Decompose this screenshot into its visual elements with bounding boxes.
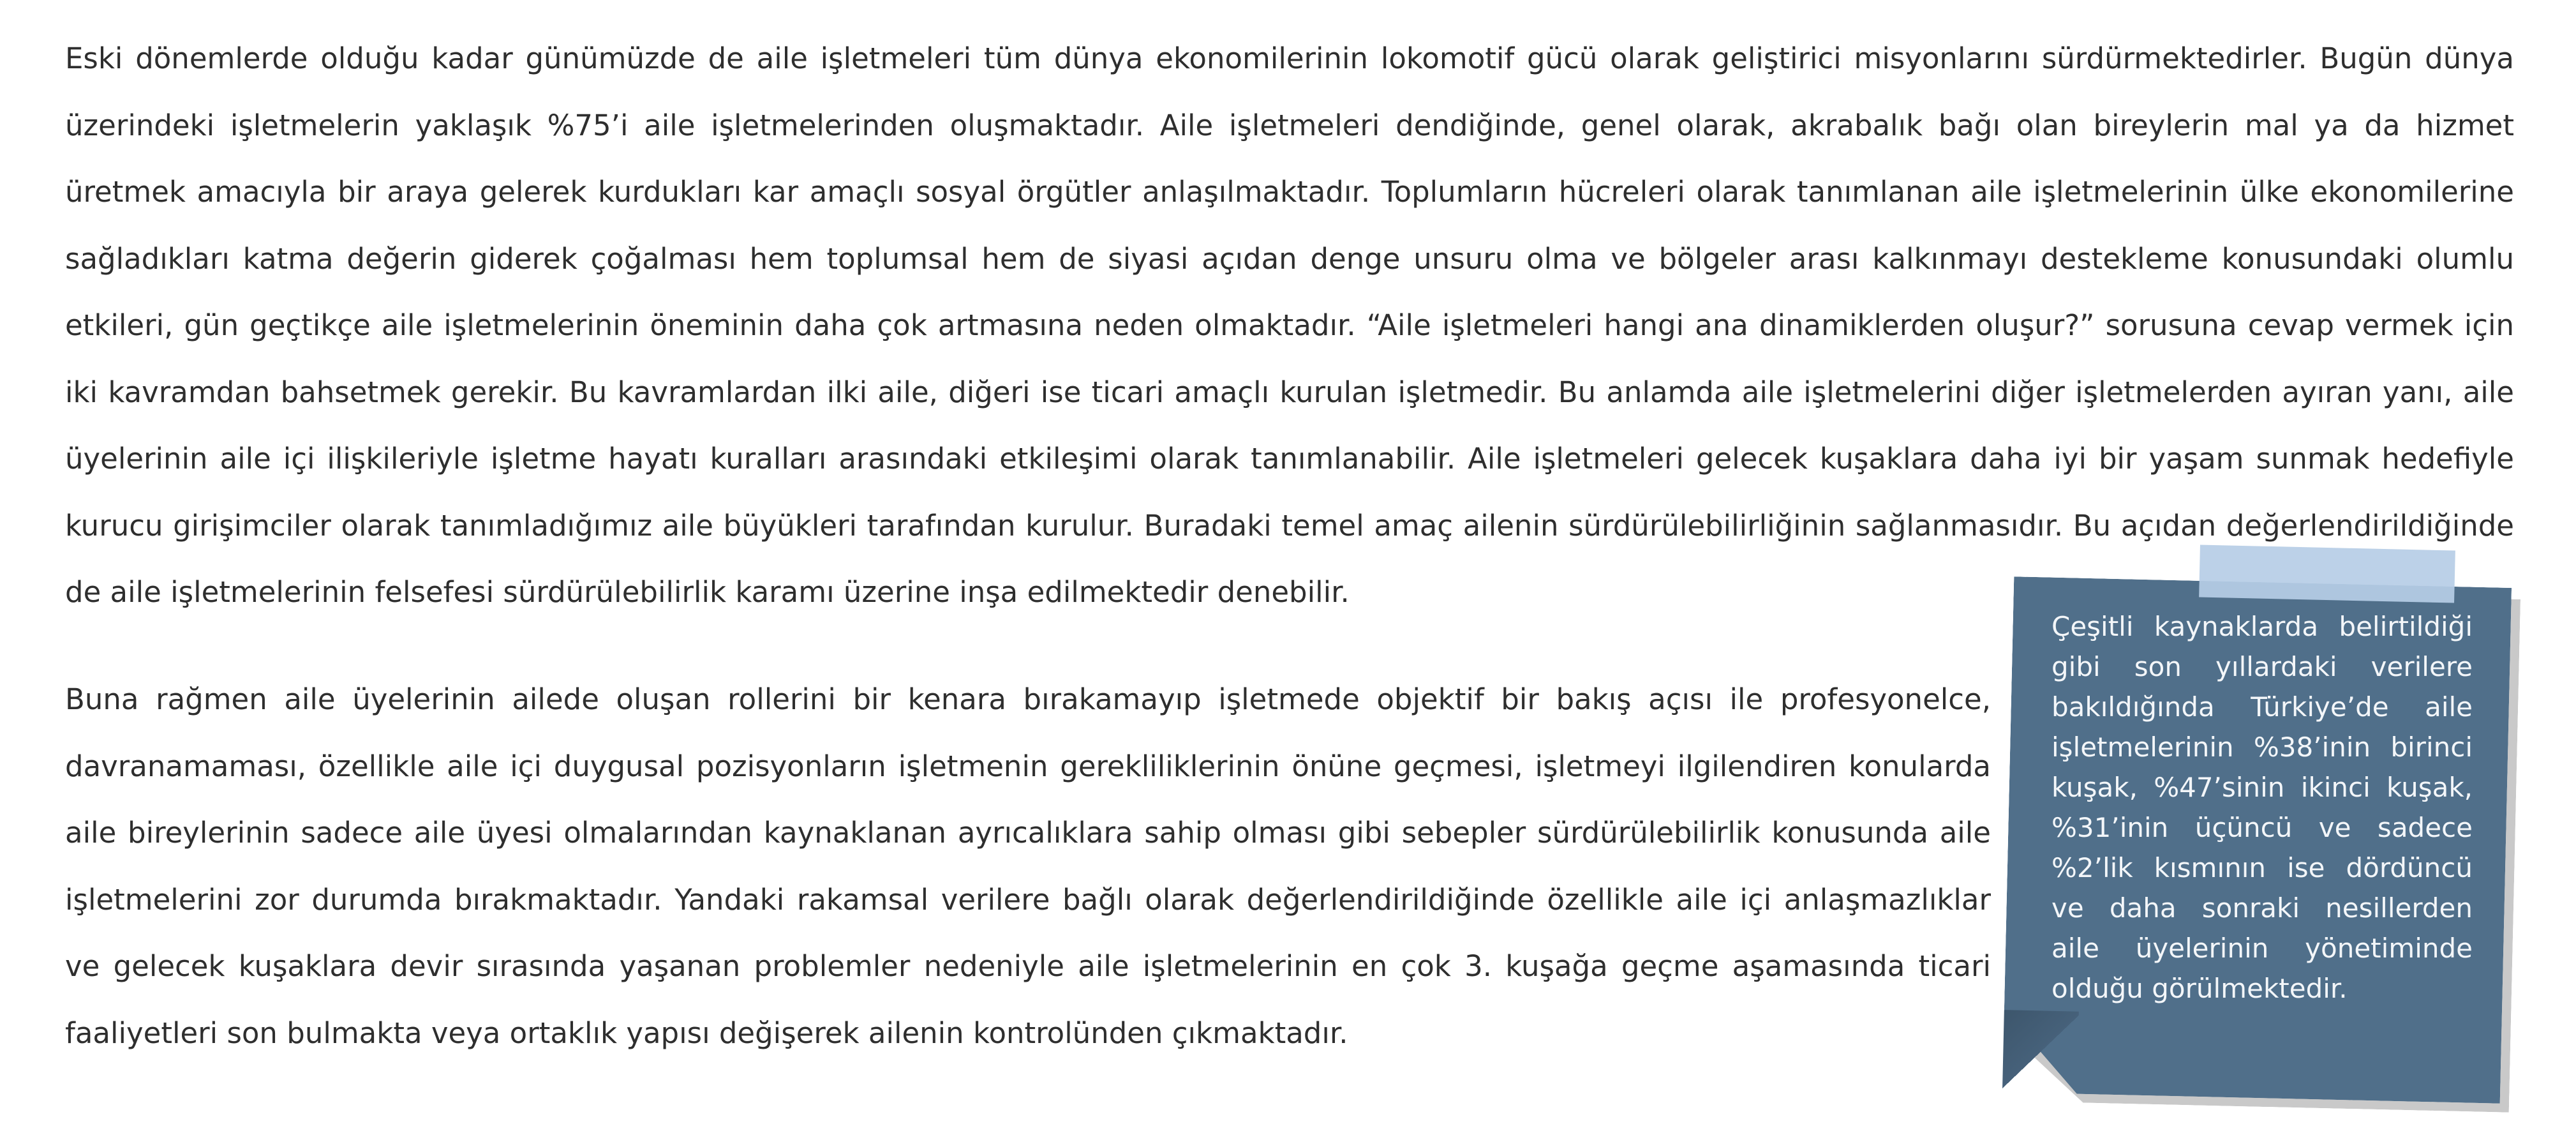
body-paragraph-1: Eski dönemlerde olduğu kadar günümüzde de aile işletmeleri tüm dünya ekonomilerinin lokomotif gücü olarak geliştirici misyonlarını sürdürmektedirler. Bugün dünya üzerindeki işletmelerin yaklaşık %75’i aile işletmelerinden oluşmaktadır. Aile işletmeleri dendiğinde, genel olarak, akrabalık bağı olan bireylerin mal ya da hizmet üretmek amacıyla bir araya gelerek kurdukları kar amaçlı sosyal örgütler anlaşılmaktadır. Toplumların hücreleri olarak tanımlanan aile işletmelerinin ülke ekonomilerine sağladıkları katma değerin giderek çoğalması hem toplumsal hem de siyasi açıdan denge unsuru olma ve bölgeler arası kalkınmayı destekleme konusundaki olumlu etkileri, gün geçtikçe aile işletmelerinin öneminin daha çok artmasına neden olmaktadır. “Aile işletmeleri hangi ana dinamiklerden oluşur?” sorusuna cevap vermek için iki kavramdan bahsetmek gerekir. Bu kavramlardan ilki aile, diğeri ise ticari amaçlı kurulan işletmedir. Bu anlamda aile işletmelerini diğer işletmelerden ayıran yanı, aile üyelerinin aile içi ilişkileriyle işletme hayatı kuralları arasındaki etkileşimi olarak tanımlanabilir. Aile işletmeleri gelecek kuşaklara daha iyi bir yaşam sunmak hedefiyle kurucu girişimciler olarak tanımladığımız aile büyükleri tarafından kurulur. Buradaki temel amaç ailenin sürdürülebilirliğinin sağlanmasıdır. Bu açıdan değerlendirildiğinde de aile işletmelerinin felsefesi sürdürülebilirlik karamı üzerine inşa edilmektedir denebilir. [65, 41, 2514, 609]
body-paragraph-2: Buna rağmen aile üyelerinin ailede oluşan rollerini bir kenara bırakamayıp işletmede objektif bir bakış açısı ile profesyonelce, davranamaması, özellikle aile içi duygusal pozisyonların işletmenin gerekliliklerinin önüne geçmesi, işletmeyi ilgilendiren konularda aile bireylerinin sadece aile üyesi olmalarından kaynaklanan ayrıcalıklara sahip olması gibi sebepler sürdürülebilirlik konusunda aile işletmelerini zor durumda bırakmaktadır. Yandaki rakamsal verilere bağlı olarak değerlendirildiğinde özellikle aile içi anlaşmazlıklar ve gelecek kuşaklara devir sırasında yaşanan problemler nedeniyle aile işletmelerinin en çok 3. kuşağa geçme aşamasında ticari faaliyetleri son bulmakta veya ortaklık yapısı değişerek ailenin kontrolünden çıkmaktadır. [65, 682, 1991, 1050]
sticky-note [2002, 574, 2531, 1115]
sticky-note-text: Çeşitli kaynaklarda belirtildiği gibi son yıllardaki verilere bakıldığında Türkiye’de aile işletmelerinin %38’inin birinci kuşak, %47’sinin ikinci kuşak, %31’inin üçüncü ve sadece %2’lik kısmının ise dördüncü ve daha sonraki nesillerden aile üyelerinin yönetiminde olduğu görülmektedir. [2051, 611, 2473, 1004]
sticky-note-tape [2199, 544, 2455, 603]
